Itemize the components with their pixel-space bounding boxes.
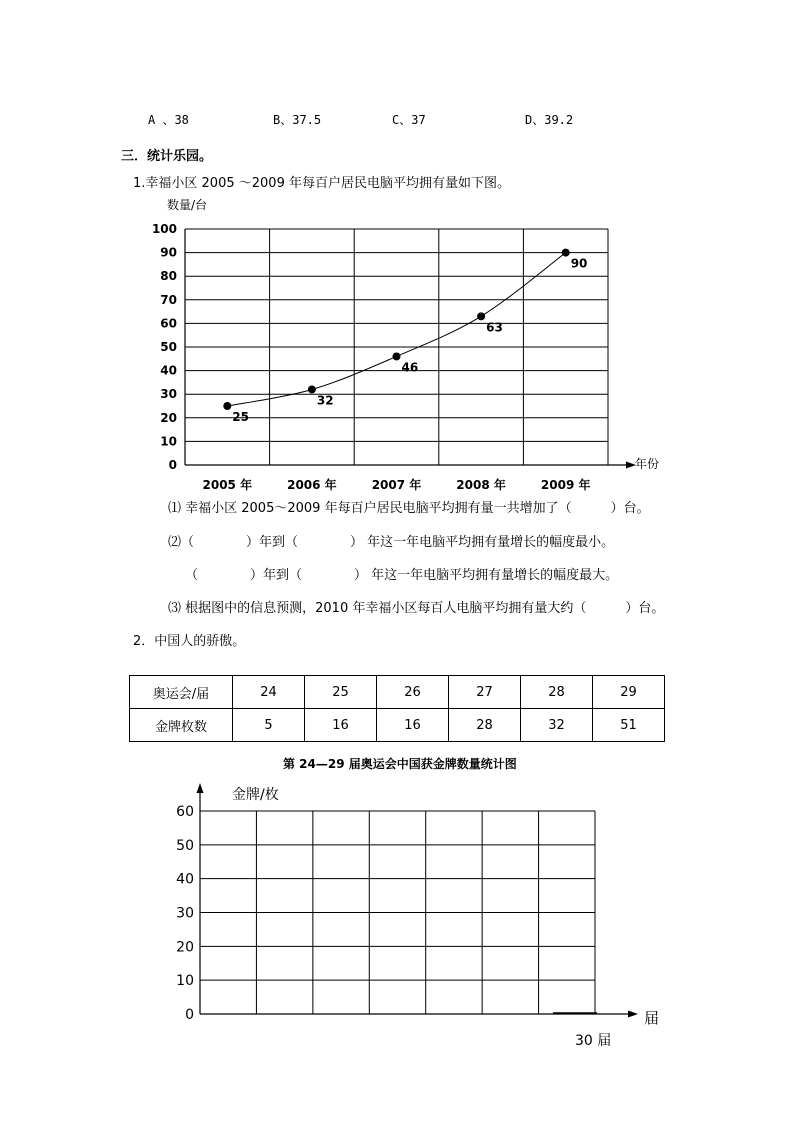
table-cell: 26 <box>377 676 449 709</box>
y-tick-label: 90 <box>160 245 177 260</box>
data-point <box>308 385 316 393</box>
data-label: 63 <box>486 320 503 335</box>
chart-2-title: 第 24—29 届奥运会中国获金牌数量统计图 <box>283 757 517 771</box>
y-tick-label: 20 <box>176 939 194 956</box>
y-tick-label: 60 <box>176 804 194 820</box>
x-axis-label: 年份 <box>635 457 660 471</box>
y-tick-label: 60 <box>160 316 177 331</box>
y-tick-label: 10 <box>176 973 194 990</box>
sub-question-1: ⑴ 幸福小区 2005～2009 年每百户居民电脑平均拥有量一共增加了（ ）台。 <box>168 501 650 516</box>
y-tick-label: 40 <box>176 871 194 888</box>
sub-question-3: ⑶ 根据图中的信息预测，2010 年幸福小区每百人电脑平均拥有量大约（ ）台。 <box>168 601 665 616</box>
x-tick-label: 2005 年 <box>202 478 253 492</box>
table-row <box>130 676 665 709</box>
x-axis-note: 30 届 <box>575 1033 612 1049</box>
data-label: 32 <box>316 393 334 408</box>
y-tick-label: 80 <box>160 269 177 284</box>
gold-medal-blank-chart <box>170 780 670 1050</box>
olympic-gold-table <box>129 675 665 742</box>
choice-c: C、37 <box>392 113 426 127</box>
table-cell: 27 <box>449 676 521 709</box>
y-tick-label: 70 <box>160 292 177 307</box>
data-point <box>562 249 570 257</box>
x-tick-label: 2009 年 <box>540 478 591 492</box>
computer-ownership-line-chart <box>140 190 670 495</box>
y-tick-label: 0 <box>185 1007 194 1023</box>
sub-question-2b: （ ）年到（ ） 年这一年电脑平均拥有量增长的幅度最大。 <box>185 568 619 583</box>
table-cell: 5 <box>233 709 305 742</box>
y-axis-label: 数量/台 <box>167 198 208 212</box>
y-tick-label: 10 <box>160 434 177 449</box>
sub-question-2: ⑵（ ）年到（ ） 年这一年电脑平均拥有量增长的幅度最小。 <box>168 535 615 550</box>
x-tick-label: 2007 年 <box>371 478 422 492</box>
question-2-title: 2．中国人的骄傲。 <box>133 634 246 649</box>
table-cell: 16 <box>305 709 377 742</box>
x-tick-label: 2006 年 <box>287 478 337 492</box>
data-label: 25 <box>232 410 250 424</box>
table-cell: 51 <box>593 709 665 742</box>
data-point <box>477 312 485 320</box>
data-label: 90 <box>570 256 588 271</box>
table-cell: 16 <box>377 709 449 742</box>
y-tick-label: 30 <box>160 387 177 402</box>
x-tick-label: 2008 年 <box>456 478 506 492</box>
y-tick-label: 100 <box>151 222 177 236</box>
y-tick-label: 50 <box>160 340 177 354</box>
y-axis-arrow <box>197 783 204 793</box>
table-cell: 25 <box>305 676 377 709</box>
x-axis-label: 届 <box>644 1009 660 1027</box>
table-cell: 28 <box>449 709 521 742</box>
y-tick-label: 30 <box>176 905 194 922</box>
y-tick-label: 50 <box>176 837 194 854</box>
choice-b: B、37.5 <box>273 113 322 127</box>
table-cell: 32 <box>521 709 593 742</box>
row-header: 奥运会/届 <box>130 676 233 709</box>
table-cell: 29 <box>593 676 665 709</box>
choice-a: A 、38 <box>148 113 189 127</box>
series-line <box>227 253 565 406</box>
x-axis-arrow <box>628 1011 638 1018</box>
data-point <box>393 352 401 360</box>
section-title: 三．统计乐园。 <box>121 149 213 164</box>
table-row <box>130 709 665 742</box>
y-axis-label: 金牌/枚 <box>232 787 279 803</box>
y-tick-label: 40 <box>160 363 177 378</box>
y-tick-label: 20 <box>160 410 177 425</box>
y-tick-label: 0 <box>168 458 177 472</box>
choice-d: D、39.2 <box>525 113 574 127</box>
data-point <box>223 402 231 410</box>
question-1-title: 1.幸福小区 2005 ～2009 年每百户居民电脑平均拥有量如下图。 <box>133 176 510 191</box>
row-header: 金牌枚数 <box>130 709 233 742</box>
table-cell: 24 <box>233 676 305 709</box>
table-cell: 28 <box>521 676 593 709</box>
data-label: 46 <box>401 360 419 375</box>
